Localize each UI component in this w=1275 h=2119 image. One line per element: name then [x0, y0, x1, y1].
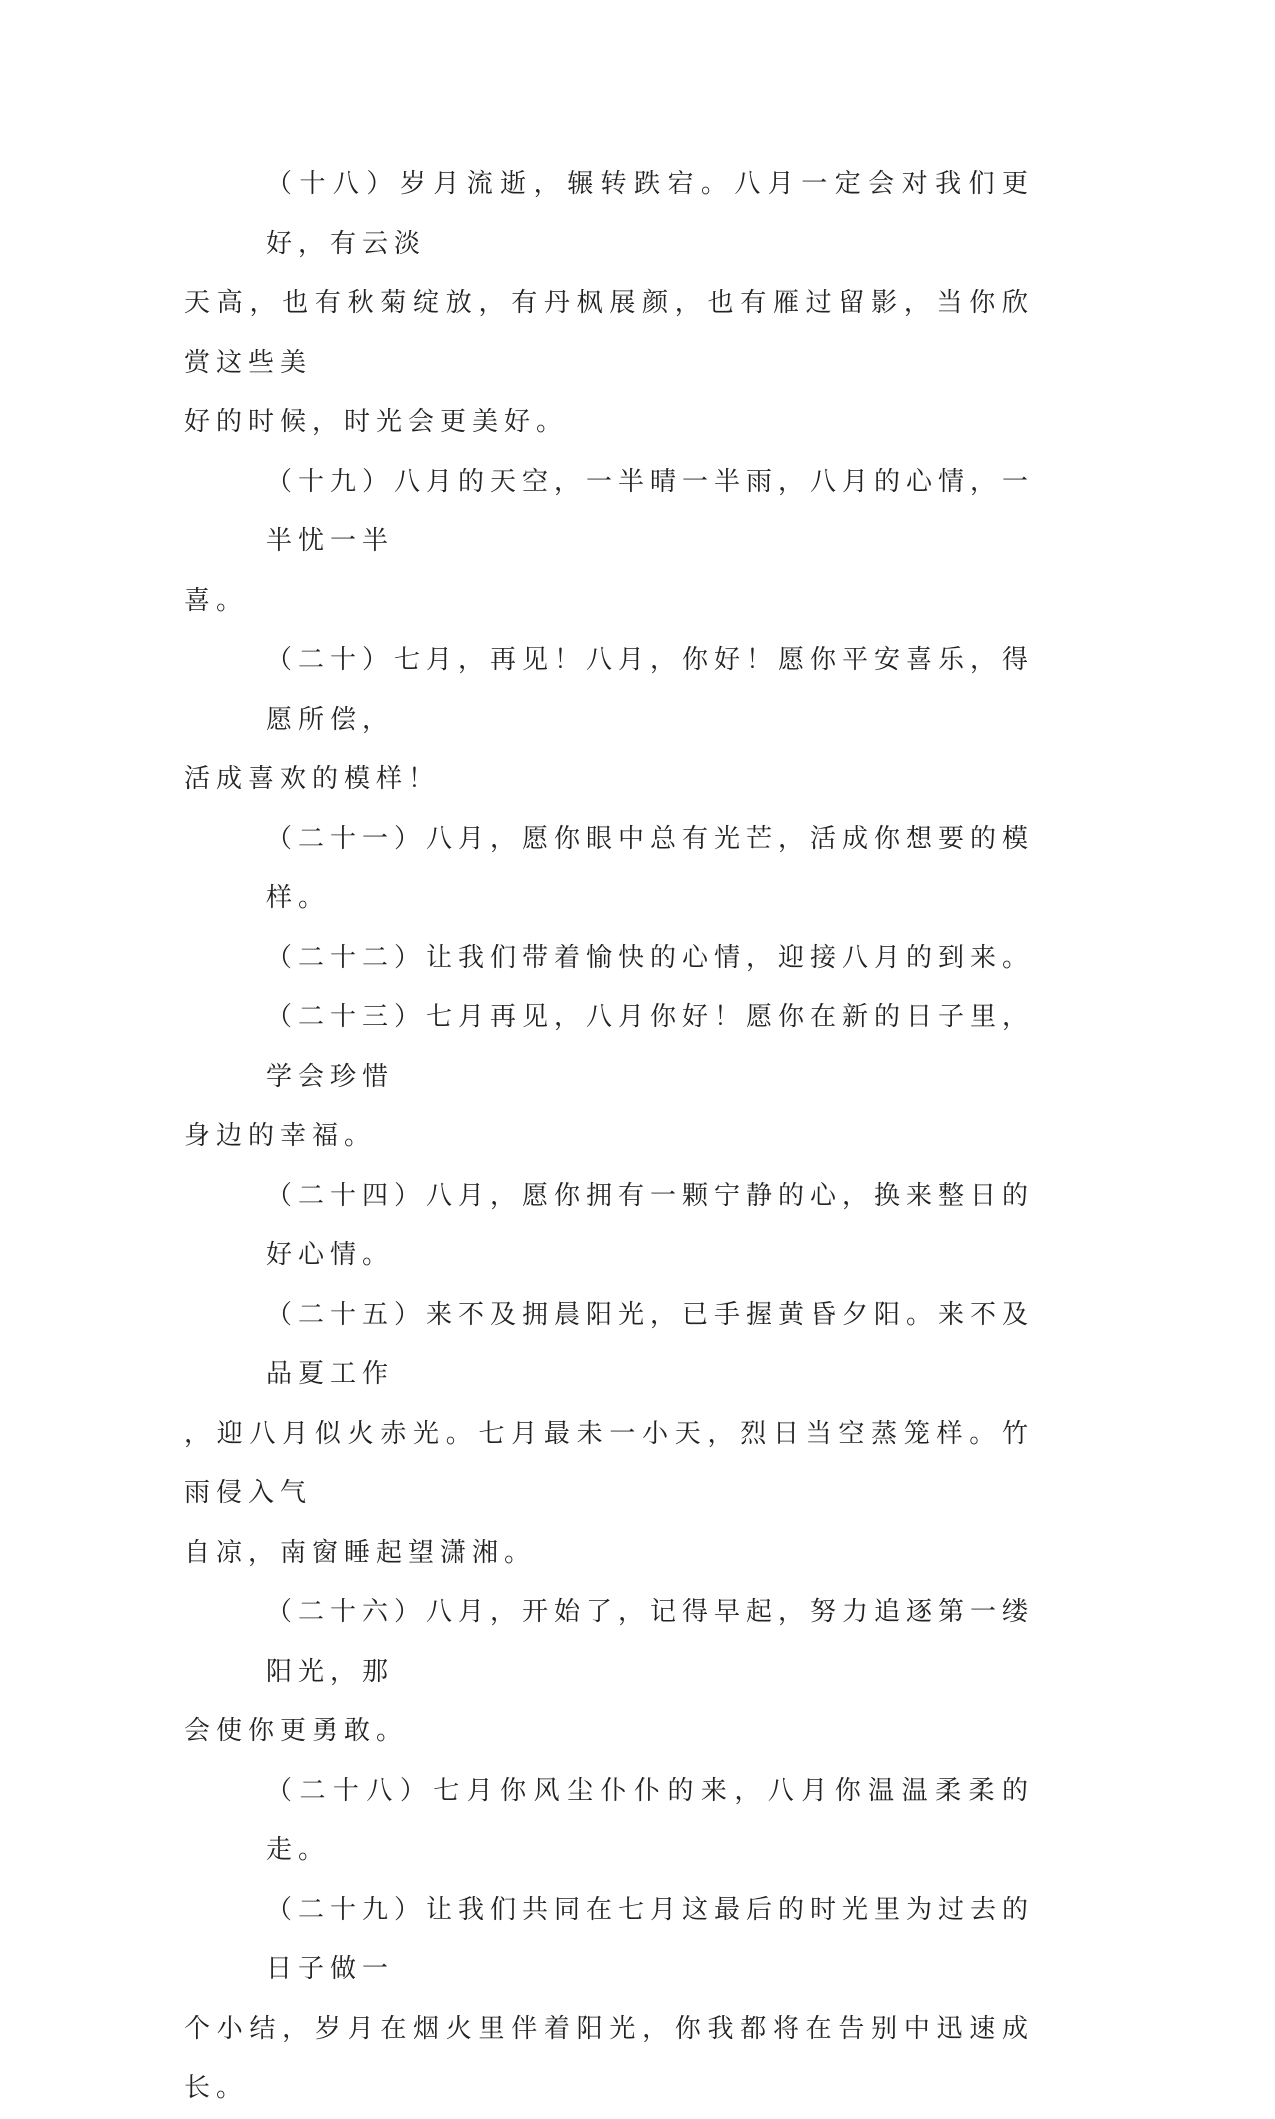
paragraph-line: 会使你更勇敢。 — [184, 1716, 409, 1746]
paragraph-line: （二十六）八月，开始了，记得早起，努力追逐第一缕阳光，那 — [266, 1597, 1035, 1687]
paragraph-19 — [184, 453, 1034, 632]
paragraph-18 — [184, 155, 1034, 453]
paragraph-line: 天高，也有秋菊绽放，有丹枫展颜，也有雁过留影，当你欣赏这些美 — [184, 288, 1034, 378]
paragraph-line: 身边的幸福。 — [184, 1121, 377, 1151]
paragraph-line: 个小结，岁月在烟火里伴着阳光，你我都将在告别中迅速成长。 — [184, 2013, 1034, 2103]
paragraph-line: （二十九）让我们共同在七月这最后的时光里为过去的日子做一 — [266, 1894, 1035, 1984]
paragraph-line: 喜。 — [184, 585, 249, 616]
paragraph-line: （二十二）让我们带着愉快的心情，迎接八月的到来。 — [266, 942, 1035, 973]
paragraph-line: （二十一）八月，愿你眼中总有光芒，活成你想要的模样。 — [266, 823, 1035, 913]
paragraph-line: 自凉，南窗睡起望潇湘。 — [184, 1537, 537, 1568]
paragraph-line: 活成喜欢的模样！ — [184, 764, 441, 794]
paragraph-line: ，迎八月似火赤光。七月最未一小天，烈日当空蒸笼样。竹雨侵入气 — [184, 1418, 1034, 1508]
paragraph-line: （二十四）八月，愿你拥有一颗宁静的心，换来整日的好心情。 — [266, 1180, 1035, 1270]
paragraph-line: （十八）岁月流逝，辗转跌宕。八月一定会对我们更好，有云淡 — [266, 169, 1034, 259]
paragraph-25 — [184, 1286, 1034, 1584]
paragraph-29 — [184, 1881, 1034, 2119]
paragraph-21 — [184, 810, 1034, 929]
paragraph-line: （十九）八月的天空，一半晴一半雨，八月的心情，一半忧一半 — [266, 466, 1035, 556]
paragraph-line: （二十）七月，再见！八月，你好！愿你平安喜乐，得愿所偿， — [266, 645, 1035, 735]
document-body — [184, 155, 1034, 2119]
paragraph-22 — [184, 929, 1034, 989]
paragraph-24 — [184, 1167, 1034, 1286]
paragraph-line: （二十三）七月再见，八月你好！愿你在新的日子里，学会珍惜 — [266, 1002, 1035, 1092]
paragraph-line: 好的时候，时光会更美好。 — [184, 407, 569, 437]
paragraph-line: （二十八）七月你风尘仆仆的来，八月你温温柔柔的走。 — [266, 1775, 1034, 1865]
paragraph-28 — [184, 1762, 1034, 1881]
paragraph-23 — [184, 988, 1034, 1167]
paragraph-26 — [184, 1583, 1034, 1762]
paragraph-20 — [184, 631, 1034, 810]
paragraph-line: （二十五）来不及拥晨阳光，已手握黄昏夕阳。来不及品夏工作 — [266, 1299, 1035, 1389]
